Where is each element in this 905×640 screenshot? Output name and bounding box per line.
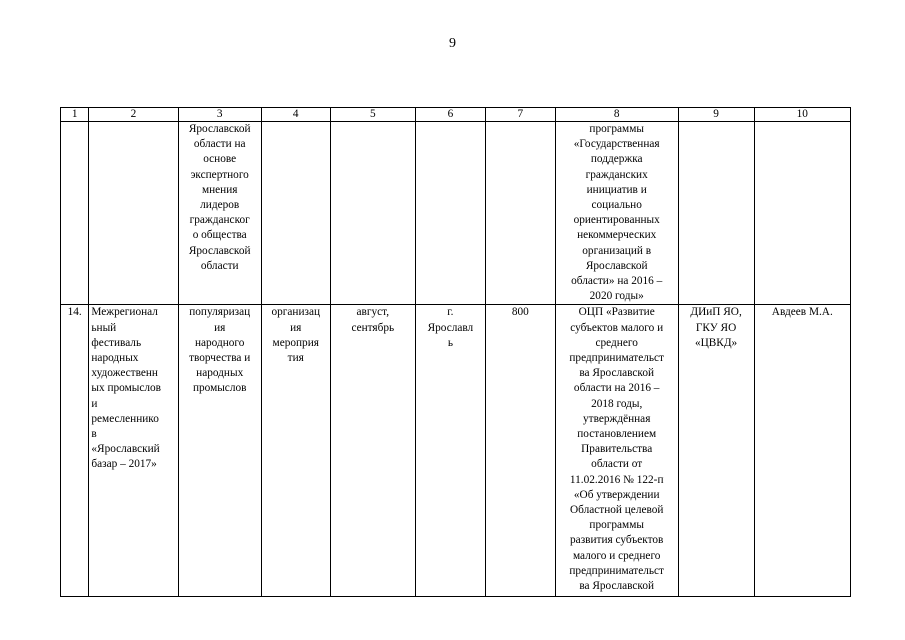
table-cell	[89, 122, 178, 305]
period-cell	[330, 305, 415, 597]
cell-line: сентябрь	[351, 321, 395, 334]
column-header: 5	[330, 108, 415, 122]
cell-line: области от	[591, 458, 643, 471]
header-row	[61, 108, 851, 122]
cell-line: базар – 2017»	[91, 458, 157, 471]
cell-line: 2018 годы,	[591, 397, 643, 410]
column-header: 4	[261, 108, 330, 122]
cell-line: Ярославской	[188, 123, 251, 135]
location-cell	[415, 305, 485, 597]
cell-line: г.	[447, 306, 454, 319]
activity-cell	[261, 305, 330, 597]
cell-line: ых промыслов	[91, 382, 161, 395]
cell-line: о общества	[192, 229, 247, 242]
cell-line: Ярославской	[188, 244, 251, 257]
table-row-continuation	[61, 122, 851, 305]
cell-line: народных	[91, 352, 139, 365]
cell-line: некоммерческих	[577, 229, 657, 242]
cell-line: Межрегионал	[91, 306, 158, 319]
table-cell	[330, 122, 415, 305]
cell-line: народных	[196, 367, 244, 380]
column-header: 8	[555, 108, 678, 122]
page-number: 9	[449, 36, 456, 51]
cell-line: области» на 2016 –	[571, 275, 663, 288]
cell-line: экспертного	[190, 168, 249, 181]
cell-line: фестиваль	[91, 336, 142, 349]
cell-line: основе	[203, 153, 237, 166]
cell-line: художественн	[91, 367, 158, 380]
cell-line: области на 2016 –	[573, 382, 660, 395]
column-header: 3	[178, 108, 261, 122]
table-cell	[754, 122, 850, 305]
cell-line: субъектов малого и	[570, 321, 664, 334]
cell-line: «Государственная	[573, 138, 660, 151]
executor-cell	[678, 305, 754, 597]
cell-line: промыслов	[192, 382, 247, 395]
cell-line: лидеров	[200, 199, 240, 212]
event-name-cell	[89, 305, 178, 597]
cell-line: ия	[214, 321, 226, 334]
cell-line: области на	[193, 138, 246, 151]
cell-line: в	[91, 428, 97, 441]
row-number-cell: 14.	[61, 305, 89, 597]
cell-line: ДИиП ЯО,	[690, 306, 742, 319]
cell-line: ва Ярославской	[579, 367, 655, 380]
cell-line: области	[200, 259, 239, 272]
table-cell	[485, 122, 555, 305]
cell-line: творчества и	[189, 352, 251, 365]
cell-line: утверждённая	[583, 412, 651, 425]
cell-line: предпринимательст	[569, 564, 664, 577]
cell-line: ьный	[91, 321, 117, 334]
column-header: 7	[485, 108, 555, 122]
cell-line: предпринимательст	[569, 352, 664, 365]
cell-line: Ярославской	[585, 259, 648, 272]
cell-line: постановлением	[577, 428, 657, 441]
cell-line: популяризац	[189, 306, 251, 319]
table-cell	[61, 122, 89, 305]
cell-line: 2020 годы»	[589, 290, 644, 303]
column-header: 6	[415, 108, 485, 122]
cell-line: развития субъектов	[570, 534, 664, 547]
table-cell	[261, 122, 330, 305]
cell-line: программы	[589, 519, 644, 532]
cell-line: социально	[591, 199, 642, 212]
cell-line: ремесленнико	[91, 412, 159, 425]
cell-line: программы	[589, 123, 644, 135]
column-header: 1	[61, 108, 89, 122]
cell-line: август,	[356, 306, 390, 319]
cell-line: ОЦП «Развитие	[578, 306, 655, 319]
funding-source-cell	[555, 122, 678, 305]
cell-line: «ЦВКД»	[694, 336, 738, 349]
cell-line: ь	[447, 336, 453, 349]
goal-cell	[178, 122, 261, 305]
funding-source-cell	[555, 305, 678, 597]
column-header: 10	[754, 108, 850, 122]
cell-line: организаций в	[582, 244, 652, 257]
cell-line: малого и среднего	[572, 549, 661, 562]
cell-line: «Ярославский	[91, 443, 160, 456]
goal-cell	[178, 305, 261, 597]
responsible-cell: Авдеев М.А.	[754, 305, 850, 597]
cell-line: Правительства	[581, 443, 653, 456]
column-header: 2	[89, 108, 178, 122]
cell-line: «Об утверждении	[573, 488, 660, 501]
column-header: 9	[678, 108, 754, 122]
table-row-14	[61, 305, 851, 597]
cell-line: ия	[290, 321, 302, 334]
cell-line: тия	[287, 352, 304, 365]
cell-line: ориентированных	[573, 214, 660, 227]
cell-line: народного	[194, 336, 245, 349]
cell-line: мероприя	[272, 336, 319, 349]
table-cell	[415, 122, 485, 305]
cell-line: и	[91, 397, 98, 410]
cell-line: 11.02.2016 № 122-п	[569, 473, 664, 486]
cell-line: гражданских	[585, 168, 648, 181]
plan-table	[60, 107, 851, 597]
cell-line: мнения	[201, 183, 238, 196]
cell-line: организац	[271, 306, 321, 319]
cell-line: Ярославл	[427, 321, 474, 334]
cell-line: инициатив и	[586, 183, 647, 196]
cell-line: среднего	[595, 336, 638, 349]
cell-line: поддержка	[590, 153, 643, 166]
cell-line: гражданског	[189, 214, 250, 227]
cell-line: ва Ярославской	[579, 580, 655, 593]
cell-line: Областной целевой	[569, 504, 664, 517]
table-cell	[678, 122, 754, 305]
amount-cell: 800	[485, 305, 555, 597]
cell-line: ГКУ ЯО	[695, 321, 737, 334]
